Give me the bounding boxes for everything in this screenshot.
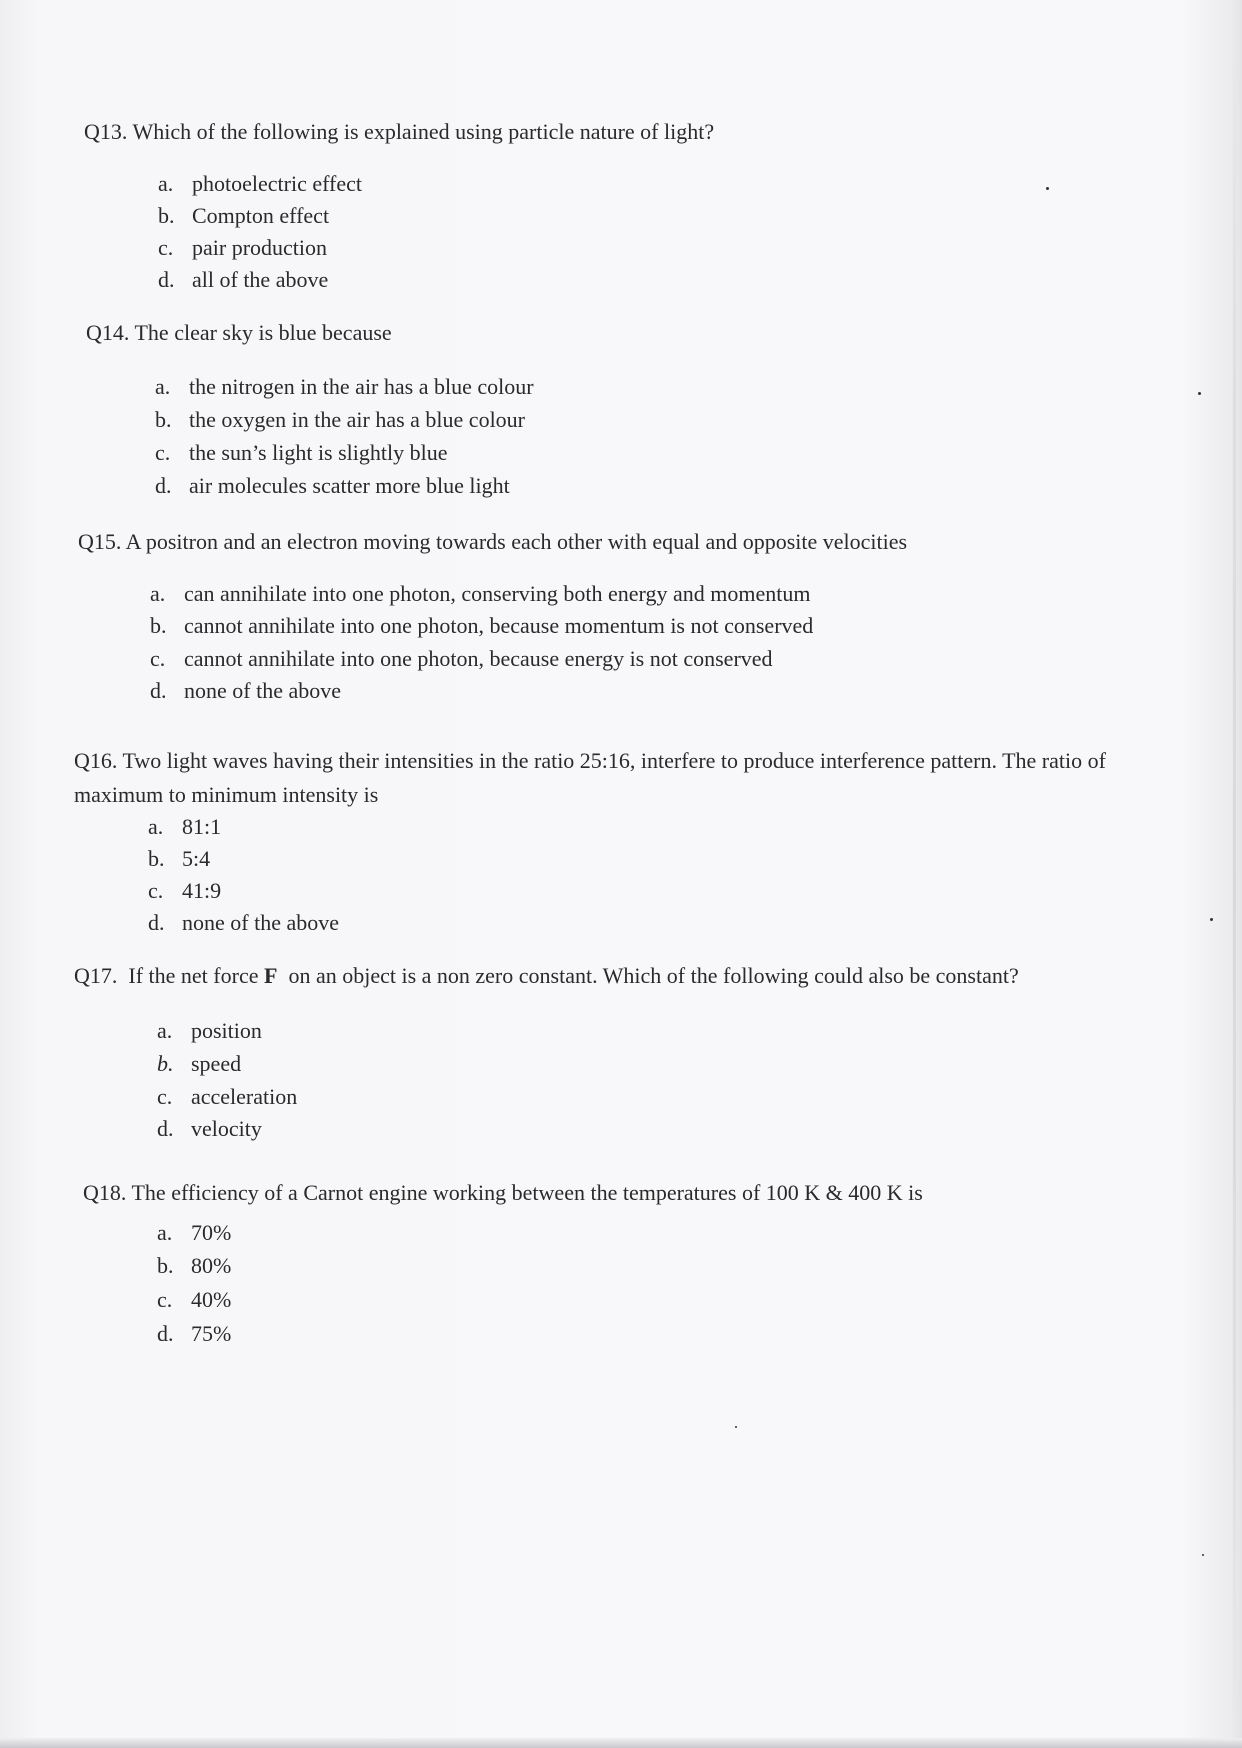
option-letter: b. — [158, 203, 175, 228]
option-letter: d. — [150, 678, 167, 703]
option-text: velocity — [191, 1116, 262, 1141]
option-letter: a. — [155, 374, 171, 399]
option-letter: b. — [150, 613, 167, 638]
option-14c — [155, 439, 448, 467]
option-text: cannot annihilate into one photon, because momentum is not conserved — [184, 613, 814, 638]
option-text: 75% — [191, 1321, 232, 1346]
option-text: cannot annihilate into one photon, because energy is not conserved — [184, 646, 773, 671]
question-16: Q16. Two light waves having their intensities in the ratio 25:16, interfere to produce interference pattern. The ratio of maximum to minimum intensity is — [74, 748, 1106, 807]
option-text: pair production — [192, 235, 328, 260]
question-13: Q13. Which of the following is explained using particle nature of light? — [84, 119, 715, 144]
option-13b — [158, 202, 329, 230]
option-text: 40% — [191, 1287, 232, 1312]
option-15c — [150, 645, 773, 673]
question-17 — [74, 961, 1019, 991]
scan-speck — [1210, 918, 1213, 921]
option-letter: d. — [148, 910, 165, 935]
option-text: 5:4 — [182, 846, 211, 871]
option-13a — [158, 170, 362, 198]
option-17a — [157, 1017, 262, 1045]
option-letter: b. — [157, 1253, 174, 1278]
option-15a — [150, 580, 810, 608]
scan-speck — [1198, 392, 1201, 395]
option-letter: a. — [150, 581, 166, 606]
option-15b — [150, 612, 813, 640]
option-14a — [155, 373, 534, 401]
option-letter: c. — [157, 1287, 173, 1312]
option-text: the oxygen in the air has a blue colour — [189, 407, 526, 432]
option-text: the nitrogen in the air has a blue colour — [189, 374, 534, 399]
option-letter: c. — [158, 235, 174, 260]
option-letter: b. — [157, 1051, 174, 1076]
option-16b — [148, 845, 210, 873]
option-letter: d. — [158, 267, 175, 292]
option-letter: a. — [157, 1220, 173, 1245]
option-text: all of the above — [192, 267, 329, 292]
scan-speck — [1046, 187, 1049, 190]
option-text: can annihilate into one photon, conserving both energy and momentum — [184, 581, 811, 606]
option-17c — [157, 1083, 297, 1111]
option-letter: d. — [157, 1116, 174, 1141]
option-18d — [157, 1320, 231, 1348]
option-text: Compton effect — [192, 203, 330, 228]
question-18: Q18. The efficiency of a Carnot engine working between the temperatures of 100 K & 400 K is — [83, 1180, 923, 1205]
option-letter: a. — [158, 171, 174, 196]
option-letter: c. — [148, 878, 164, 903]
option-text: 41:9 — [182, 878, 222, 903]
scan-speck — [1202, 1554, 1204, 1556]
page-edge-shadow — [1233, 40, 1236, 1740]
option-letter: c. — [155, 440, 171, 465]
option-15d — [150, 677, 341, 705]
question-15: Q15. A positron and an electron moving towards each other with equal and opposite velocities — [78, 529, 908, 554]
option-letter: a. — [148, 814, 164, 839]
option-text: none of the above — [184, 678, 341, 703]
page-bottom-edge — [0, 1738, 1242, 1748]
option-17d — [157, 1115, 262, 1143]
scan-speck — [735, 1426, 737, 1428]
option-letter: d. — [155, 473, 172, 498]
option-letter: c. — [157, 1084, 173, 1109]
option-letter: d. — [157, 1321, 174, 1346]
option-text: speed — [191, 1051, 242, 1076]
option-text: acceleration — [191, 1084, 298, 1109]
option-letter: b. — [148, 846, 165, 871]
option-18c — [157, 1286, 231, 1314]
option-text: 80% — [191, 1253, 232, 1278]
option-text: position — [191, 1018, 262, 1043]
option-13d — [158, 266, 328, 294]
option-14d — [155, 472, 510, 500]
question-17-text-end: on an object is a non zero constant. Which of the following could also be constant? — [277, 963, 1019, 988]
option-text: 81:1 — [182, 814, 222, 839]
option-18b — [157, 1252, 231, 1280]
option-16a — [148, 813, 221, 841]
question-17-text-start: Q17. If the net force — [74, 963, 264, 988]
option-text: 70% — [191, 1220, 232, 1245]
option-text: air molecules scatter more blue light — [189, 473, 510, 498]
force-symbol: F — [263, 963, 278, 988]
option-letter: c. — [150, 646, 166, 671]
option-text: the sun’s light is slightly blue — [189, 440, 448, 465]
option-text: photoelectric effect — [192, 171, 362, 196]
option-14b — [155, 406, 525, 434]
option-18a — [157, 1219, 231, 1247]
option-16c — [148, 877, 221, 905]
option-13c — [158, 234, 327, 262]
option-letter: b. — [155, 407, 172, 432]
question-14: Q14. The clear sky is blue because — [86, 320, 392, 345]
option-letter: a. — [157, 1018, 173, 1043]
option-17b — [157, 1050, 241, 1078]
option-16d — [148, 909, 339, 937]
option-text: none of the above — [182, 910, 339, 935]
